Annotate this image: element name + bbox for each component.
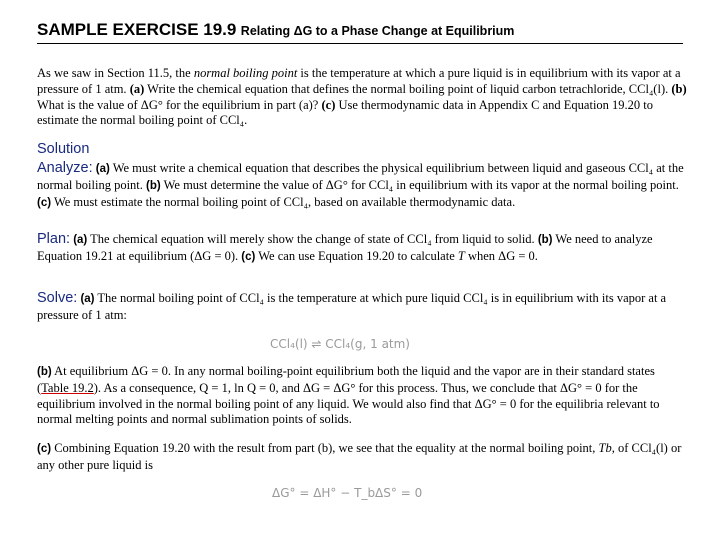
solution-heading: Solution [37,141,90,157]
equation-boiling-point: ΔG° = ΔH° − T_bΔS° = 0 [272,486,423,500]
title-divider [37,43,683,44]
solve-part-b: (b) At equilibrium ΔG = 0. In any normal boiling-point equilibrium both the liquid and the vapor are in their standard states (Table 19.2). As a consequence, Q = 1, ln Q = 0, and ΔG = ΔG° for this process. Thus, we conclude that ΔG° = 0 for the equilibrium involved in the normal boiling point of any liquid. We would also find that ΔG° = 0 for the equilibria relevant to normal melting points and normal sublimation points of solids. [37,364,660,427]
analyze-section: Analyze: (a) We must write a chemical equation that describes the physical equilibrium between liquid and gaseous CCl₄ at the normal boiling point. (b) We must determine the value of ΔG° for CCl₄ in equilibrium with its vapor at the normal boiling point. (c) We must estimate the normal boiling point of CCl₄, based on available thermodynamic data. [37,160,684,209]
solve-heading: Solve: [37,290,78,306]
equation-phase-change: CCl₄(l) ⇌ CCl₄(g, 1 atm) [270,337,410,351]
exercise-number: SAMPLE EXERCISE 19.9 [37,20,237,39]
analyze-heading: Analyze: [37,160,93,176]
exercise-subtitle: Relating ΔG to a Phase Change at Equilibrium [240,24,515,38]
plan-heading: Plan: [37,231,71,247]
exercise-title [37,20,514,40]
table-19-2-link[interactable]: Table 19.2 [41,380,94,395]
problem-statement: As we saw in Section 11.5, the normal boiling point is the temperature at which a pure liquid is in equilibrium with its vapor at a pressure of 1 atm. (a) Write the chemical equation that defines the normal boiling point of liquid carbon tetrachloride, CCl₄(l). (b) What is the value of ΔG° for the equilibrium in part (a)? (c) Use thermodynamic data in Appendix C and Equation 19.20 to estimate the normal boiling point of CCl₄. [37,66,687,128]
solve-section: Solve: (a) The normal boiling point of CCl₄ is the temperature at which pure liquid CCl₄ is in equilibrium with its vapor at a pressure of 1 atm: [37,290,667,322]
plan-section: Plan: (a) The chemical equation will merely show the change of state of CCl₄ from liquid to solid. (b) We need to analyze Equation 19.21 at equilibrium (ΔG = 0). (c) We can use Equation 19.20 to calculate T when ΔG = 0. [37,231,653,263]
solve-part-c: (c) Combining Equation 19.20 with the result from part (b), we see that the equality at the normal boiling point, Tb, of CCl₄(l) or any other pure liquid is [37,441,682,472]
